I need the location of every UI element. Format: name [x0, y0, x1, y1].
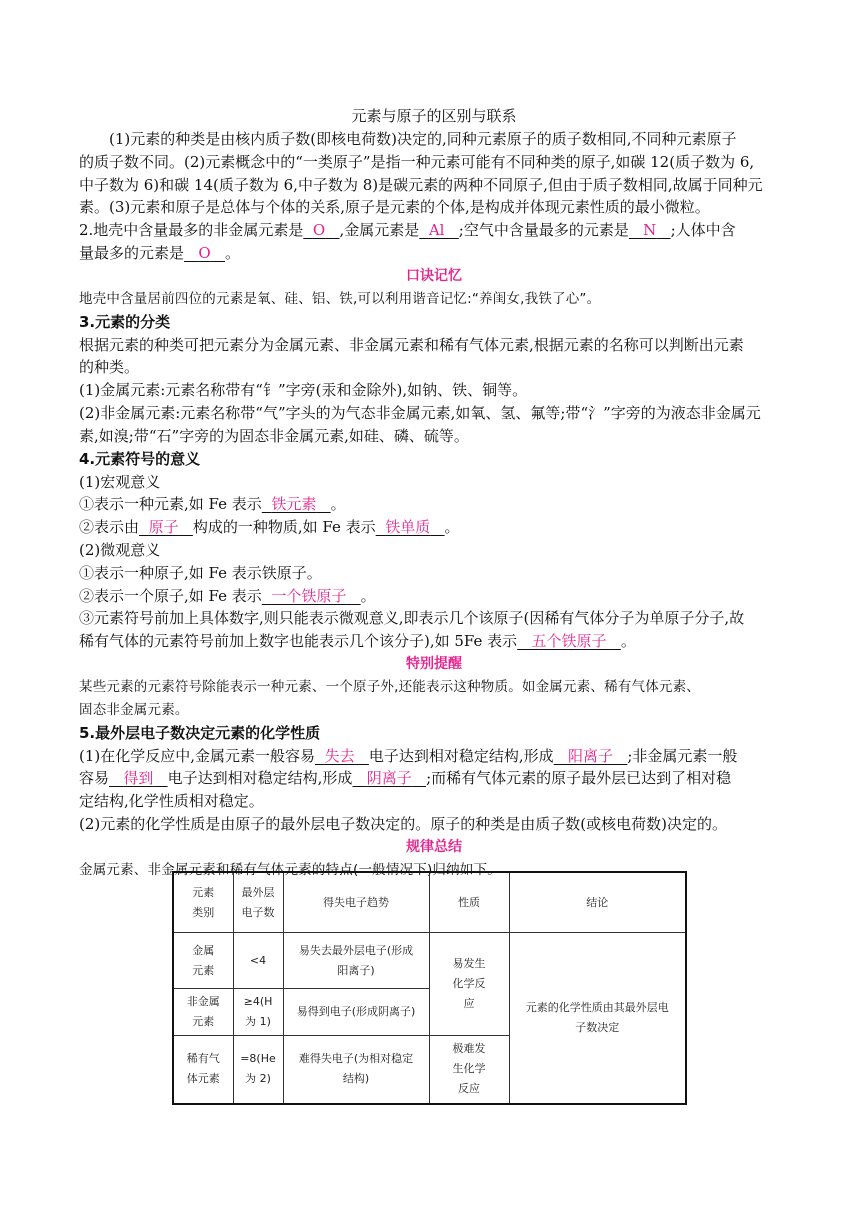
answer-blank: 失去 [324, 746, 355, 765]
body-line: (1)在化学反应中,金属元素一般容易 失去 电子达到相对稳定结构,形成 阳离子 ;非金属元素一般 [79, 746, 738, 765]
body-line: 的种类。 [79, 358, 140, 377]
table-cell: 非金属 元素 [173, 989, 233, 1036]
answer-blank: N [643, 221, 657, 240]
intro-line: 素。(3)元素和原子是总体与个体的关系,原子是元素的个体,是构成并体现元素性质的最小微粒。 [79, 198, 710, 217]
document-page [79, 104, 789, 882]
table-cell: =8(He 为 2) [233, 1035, 283, 1104]
table-cell: <4 [233, 933, 283, 989]
section-heading-classification: 3.元素的分类 [79, 312, 171, 331]
body-line: (1)金属元素:元素名称带有“钅”字旁(汞和金除外),如钠、铁、铜等。 [79, 381, 528, 400]
header-cell: 元素 类别 [173, 872, 233, 933]
body-line: ①表示一种原子,如 Fe 表示铁原子。 [79, 563, 322, 582]
table-row [173, 933, 686, 989]
table-cell: ≥4(H 为 1) [233, 989, 283, 1036]
body-line: 容易 得到 电子达到相对稳定结构,形成 阴离子 ;而稀有气体元素的原子最外层已达到了相对稳 [79, 769, 732, 788]
header-cell: 得失电子趋势 [283, 872, 429, 933]
body-line: (2)元素的化学性质是由原子的最外层电子数决定的。原子的种类是由质子数(或核电荷数)决定的。 [79, 814, 727, 833]
answer-blank: 阳离子 [568, 746, 614, 765]
body-line: (2)非金属元素:元素名称带“气”字头的为气态非金属元素,如氧、氢、氟等;带“氵”字旁的为液态非金属元 [79, 403, 761, 422]
table-cell: 元素的化学性质由其最外层电 子数决定 [509, 933, 686, 1104]
section-heading-electrons: 5.最外层电子数决定元素的化学性质 [79, 723, 321, 742]
tip-text: 金属元素、非金属元素和稀有气体元素的特点(一般情况下)归纳如下。 [79, 861, 501, 878]
body-line: 稀有气体的元素符号前加上数字也能表示几个该分子),如 5Fe 表示 五个铁原子 。 [79, 632, 636, 651]
tip-heading-summary: 规律总结 [406, 838, 462, 855]
body-line: 素,如溴;带“石”字旁的为固态非金属元素,如硅、磷、硫等。 [79, 426, 469, 445]
answer-blank: 一个铁原子 [271, 586, 347, 605]
tip-text: 地壳中含量居前四位的元素是氧、硅、铝、铁,可以利用谐音记忆:“养闺女,我铁了心”。 [79, 290, 601, 307]
tip-heading-mnemonic: 口诀记忆 [406, 267, 462, 284]
tip-text: 某些元素的元素符号除能表示一种元素、一个原子外,还能表示这种物质。如金属元素、稀有气体元素、 [79, 678, 700, 695]
body-line: (1)宏观意义 [79, 472, 161, 491]
intro-line: 的质子数不同。(2)元素概念中的“一类原子”是指一种元素可能有不同种类的原子,如碳 12(质子数为 6, [79, 152, 755, 171]
table-cell: 难得失电子(为相对稳定 结构) [283, 1035, 429, 1104]
table-cell: 极难发 生化学 反应 [429, 1035, 509, 1104]
tip-text: 固态非金属元素。 [79, 701, 189, 718]
table-cell: 易得到电子(形成阴离子) [283, 989, 429, 1036]
answer-blank: Al [428, 221, 445, 240]
answer-blank: 铁元素 [271, 495, 317, 514]
body-line: 根据元素的种类可把元素分为金属元素、非金属元素和稀有气体元素,根据元素的名称可以判断出元素 [79, 335, 744, 354]
question-2-line-1: 2.地壳中含量最多的非金属元素是 O ,金属元素是 Al ;空气中含量最多的元素是 N ;人体中含 [79, 221, 736, 240]
summary-table [172, 871, 687, 1105]
table-header-row [173, 872, 686, 933]
answer-blank: O [312, 221, 326, 240]
body-line: 定结构,化学性质相对稳定。 [79, 792, 264, 811]
table-cell: 易发生 化学反 应 [429, 933, 509, 1035]
answer-blank: 得到 [123, 769, 154, 788]
header-cell: 最外层 电子数 [233, 872, 283, 933]
body-line: ③元素符号前加上具体数字,则只能表示微观意义,即表示几个该原子(因稀有气体分子为单原子分子,故 [79, 609, 745, 628]
table-cell: 易失去最外层电子(形成 阳离子) [283, 933, 429, 989]
section-title: 元素与原子的区别与联系 [351, 107, 517, 125]
section-heading-symbol-meaning: 4.元素符号的意义 [79, 449, 201, 468]
answer-blank: O [198, 243, 211, 262]
body-line: ②表示由 原子 构成的一种物质,如 Fe 表示 铁单质 。 [79, 518, 460, 537]
table-cell: 金属 元素 [173, 933, 233, 989]
header-cell: 结论 [509, 872, 686, 933]
answer-blank: 阴离子 [366, 769, 412, 788]
question-2-line-2: 量最多的元素是 O 。 [79, 243, 240, 262]
body-line: (2)微观意义 [79, 540, 161, 559]
answer-blank: 原子 [148, 518, 179, 537]
table-cell: 稀有气 体元素 [173, 1035, 233, 1104]
body-line: ②表示一个原子,如 Fe 表示 一个铁原子 。 [79, 586, 376, 605]
tip-heading-reminder: 特别提醒 [406, 655, 462, 672]
intro-line: (1)元素的种类是由核内质子数(即核电荷数)决定的,同种元素原子的质子数相同,不同种元素原子 [109, 130, 737, 148]
header-cell: 性质 [429, 872, 509, 933]
body-line: ①表示一种元素,如 Fe 表示 铁元素 。 [79, 495, 346, 514]
answer-blank: 五个铁原子 [531, 632, 607, 651]
intro-line: 中子数为 6)和碳 14(质子数为 6,中子数为 8)是碳元素的两种不同原子,但由于质子数相同,故属于同种元 [79, 175, 763, 194]
answer-blank: 铁单质 [385, 518, 431, 537]
